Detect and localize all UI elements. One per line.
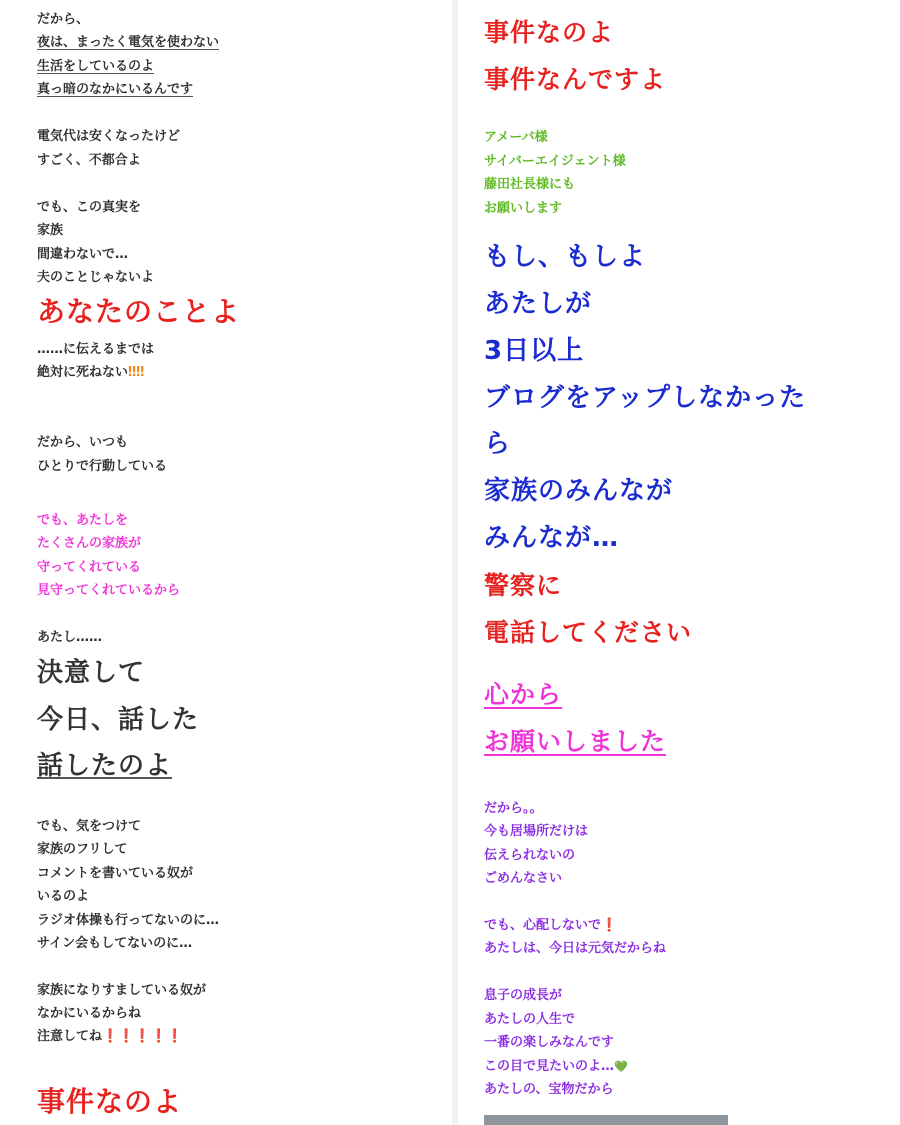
text-line: なかにいるからね <box>37 1006 142 1021</box>
green-text-line: サイバーエイジェント様 <box>484 154 626 169</box>
blue-heading: 3日以上 <box>484 336 585 366</box>
blue-heading: ブログをアップしなかった <box>484 383 807 413</box>
purple-text-line: だから。。 <box>484 801 543 816</box>
big-heading: 話したのよ <box>37 751 173 781</box>
text-line: でも、気をつけて <box>37 819 142 834</box>
pink-heading: 心から <box>484 680 563 709</box>
text-line: 家族のフリして <box>37 842 128 857</box>
text-line: 絶対に死ねない‼‼ <box>37 365 145 380</box>
text-line: いるのよ <box>37 889 90 904</box>
red-heading: 事件なんですよ <box>484 65 667 94</box>
text-line: すごく、不都合よ <box>37 153 141 168</box>
pink-text-line: たくさんの家族が <box>37 536 142 551</box>
green-text-line: 藤田社長様にも <box>484 177 576 192</box>
text-line: 電気代は安くなったけど <box>37 129 181 144</box>
purple-text-line: あたしは、今日は元気だからね <box>484 941 667 956</box>
photo-edge <box>484 1115 728 1125</box>
green-text-line: アメーバ様 <box>484 130 548 145</box>
red-heading: 事件なのよ <box>484 18 615 47</box>
blue-heading: ら <box>484 429 512 459</box>
text-line: だから、いつも <box>37 435 129 450</box>
red-heading: 電話してください <box>484 618 693 647</box>
double-exclamation-icon: ‼‼ <box>128 365 145 380</box>
panel-divider <box>452 0 458 1125</box>
text-line: サイン会もしてないのに… <box>37 936 193 951</box>
blue-heading: もし、もしよ <box>484 242 647 272</box>
text-line: ……に伝えるまでは <box>37 342 155 357</box>
purple-text-line: 一番の楽しみなんです <box>484 1035 615 1050</box>
exclamation-icon: ❗ <box>601 918 618 933</box>
text-line: 間違わないで… <box>37 247 129 262</box>
blue-heading: あたしが <box>484 289 593 319</box>
pink-text-line: 見守ってくれているから <box>37 583 181 598</box>
red-heading: 警察に <box>484 571 563 600</box>
purple-text-line: 今も居場所だけは <box>484 824 589 839</box>
text-line: コメントを書いている奴が <box>37 866 194 881</box>
right-blog-panel <box>460 0 900 1125</box>
text-line: だから、 <box>37 12 90 27</box>
text-line: 真っ暗のなかにいるんです <box>37 82 194 97</box>
purple-text-line: あたしの人生で <box>484 1012 576 1027</box>
green-heart-icon: 💚 <box>614 1060 628 1073</box>
big-heading: 今日、話した <box>37 705 200 735</box>
pink-text-line: でも、あたしを <box>37 513 129 528</box>
text-line: 家族になりすましている奴が <box>37 983 207 998</box>
big-heading: あなたのことよ <box>37 295 241 328</box>
purple-text-line: 息子の成長が <box>484 988 563 1003</box>
green-text-line: お願いします <box>484 201 563 216</box>
blue-heading: 家族のみんなが <box>484 476 674 506</box>
text-line: あたし…… <box>37 630 103 645</box>
exclamation-icon: ❗❗❗❗❗ <box>102 1029 183 1044</box>
big-heading: 事件なのよ <box>37 1085 183 1118</box>
pink-heading: お願いしました <box>484 727 667 756</box>
text-line: 夫のことじゃないよ <box>37 270 155 285</box>
text-line: 注意してね❗❗❗❗❗ <box>37 1029 183 1044</box>
text-line: 家族 <box>37 223 64 238</box>
text-line: ひとりで行動している <box>37 459 168 474</box>
text-line: 生活をしているのよ <box>37 59 155 74</box>
blue-heading: みんなが… <box>484 523 620 553</box>
text-line: 夜は、まったく電気を使わない <box>37 35 220 50</box>
pink-text-line: 守ってくれている <box>37 560 142 575</box>
text-line: でも、この真実を <box>37 200 142 215</box>
text-line: ラジオ体操も行ってないのに… <box>37 913 220 928</box>
purple-text-line: あたしの、宝物だから <box>484 1082 614 1097</box>
purple-text-line: ごめんなさい <box>484 871 563 886</box>
purple-text-line: 伝えられないの <box>484 848 576 863</box>
purple-text-line: この目で見たいのよ…💚 <box>484 1059 628 1074</box>
big-heading: 決意して <box>37 658 146 688</box>
purple-text-line: でも、心配しないで❗ <box>484 918 618 933</box>
